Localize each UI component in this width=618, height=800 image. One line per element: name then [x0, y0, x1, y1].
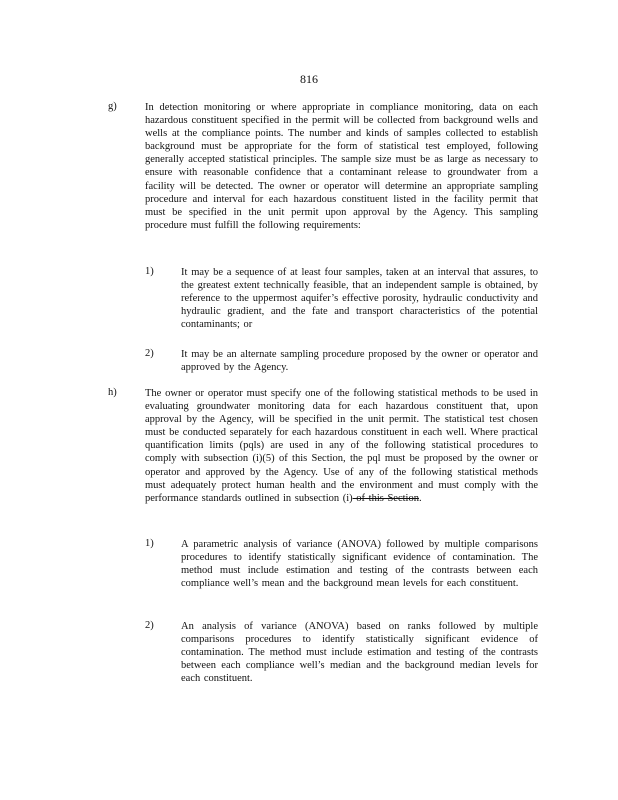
struck-text: of this Section	[352, 492, 419, 504]
section-h-main-text: The owner or operator must specify one of the following statistical methods to be used in evaluating groundwater monitoring data for each hazardous constituent that, upon approval by the Agency, will be specified in the unit permit. The statistical test chosen must be conducted separately for each hazardous constituent in each well. Where practical quantification limits (pqls) are used in any of the following statistical procedures to comply with subsection (i)(5) of this Section, the pql must be proposed by the owner or operator and approved by the Agency. Use of any of the following statistical methods must adequately protect human health and the environment and must comply with the performance standards outlined in subsection (i)	[145, 388, 538, 504]
page-number: 816	[300, 72, 318, 86]
section-label: h)	[108, 387, 117, 398]
item-text: An analysis of variance (ANOVA) based on ranks followed by multiple comparisons procedures to identify statistically significant evidence of contamination. The method must include estimation and testing of the contrasts between each compliance well’s median and the background median levels for each constituent.	[181, 621, 538, 685]
item-label: 2)	[145, 348, 154, 359]
item-text: It may be an alternate sampling procedure proposed by the owner or operator and approved by the Agency.	[181, 349, 538, 374]
item-text: It may be a sequence of at least four samples, taken at an interval that assures, to the greatest extent technically feasible, that an independent sample is obtained, by reference to the uppermost aquifer’s effective porosity, hydraulic conductivity and hydraulic gradient, and the fate and transport characteristics of the potential contaminants; or	[181, 267, 538, 331]
item-text: A parametric analysis of variance (ANOVA) followed by multiple comparisons procedures to identify statistically significant evidence of contamination. The method must include estimation and testing of the contrasts between each compliance well’s mean and the background mean levels for each constituent.	[181, 539, 538, 590]
section-h-text	[145, 387, 538, 505]
item-label: 1)	[145, 266, 154, 277]
item-label: 2)	[145, 620, 154, 631]
item-label: 1)	[145, 538, 154, 549]
section-g-text: In detection monitoring or where appropriate in compliance monitoring, data on each hazardous constituent specified in the permit will be collected from background wells and wells at the compliance points. The number and kinds of samples collected to establish background must be appropriate for the form of statistical test employed, following generally accepted statistical principles. The sample size must be as large as necessary to ensure with reasonable confidence that a contaminant release to groundwater from a facility will be detected. The owner or operator will determine an appropriate sampling procedure and interval for each hazardous constituent listed in the facility permit that must be specified in the unit permit upon approval by the Agency. This sampling procedure must fulfill the following requirements:	[145, 102, 538, 231]
section-h-end-text: .	[418, 492, 422, 504]
section-label: g)	[108, 101, 117, 112]
